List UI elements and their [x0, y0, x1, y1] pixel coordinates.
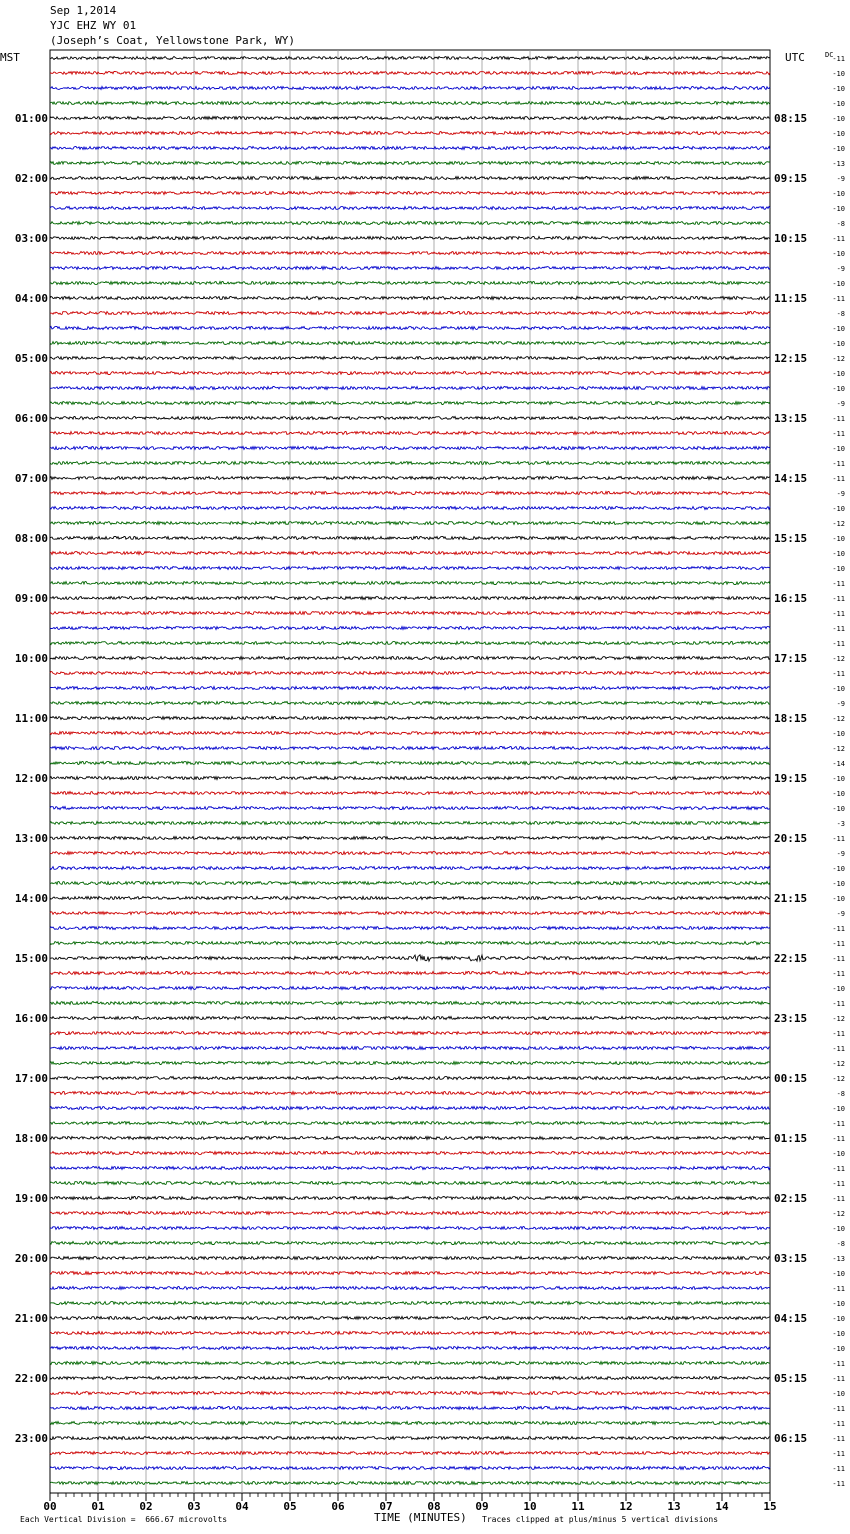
x-tick-label: 02	[139, 1500, 153, 1513]
dc-offset-label: -10	[832, 730, 845, 738]
left-hour-label: 20:00	[14, 1252, 48, 1265]
trace-row	[50, 1092, 770, 1095]
dc-offset-label: -11	[832, 1135, 845, 1143]
dc-offset-label: -9	[836, 490, 845, 498]
dc-offset-label: -10	[832, 280, 845, 288]
right-hour-label: 08:15	[774, 112, 808, 125]
trace-row	[50, 687, 770, 690]
trace-row	[50, 222, 770, 225]
dc-offset-label: -11	[832, 955, 845, 963]
dc-offset-label: -11	[832, 1450, 845, 1458]
dc-offset-label: -11	[832, 430, 845, 438]
dc-offset-label: -11	[832, 1375, 845, 1383]
trace-row	[50, 1032, 770, 1035]
left-hour-label: 07:00	[14, 472, 48, 485]
dc-offset-label: -12	[832, 1210, 845, 1218]
trace-row	[50, 1302, 770, 1305]
left-hour-label: 19:00	[14, 1192, 48, 1205]
dc-offset-label: -10	[832, 1270, 845, 1278]
right-hour-label: 01:15	[774, 1132, 808, 1145]
trace-row	[50, 747, 770, 750]
x-tick-label: 09	[475, 1500, 489, 1513]
dc-offset-label: -10	[832, 1300, 845, 1308]
trace-row	[50, 1212, 770, 1215]
trace-row	[50, 1467, 770, 1470]
right-hour-label: 05:15	[774, 1372, 808, 1385]
dc-offset-label: -11	[832, 835, 845, 843]
left-hour-label: 01:00	[14, 112, 48, 125]
dc-offset-label: -12	[832, 655, 845, 663]
dc-offset-label: -10	[832, 865, 845, 873]
dc-offset-label: -10	[832, 70, 845, 78]
dc-offset-label: -11	[832, 640, 845, 648]
trace-row	[50, 117, 770, 120]
trace-row	[50, 402, 770, 405]
dc-offset-label: -12	[832, 715, 845, 723]
location-title: (Joseph’s Coat, Yellowstone Park, WY)	[50, 34, 296, 47]
trace-row	[50, 837, 770, 840]
left-hour-label: 22:00	[14, 1372, 48, 1385]
dc-offset-label: -13	[832, 1255, 845, 1263]
trace-row	[50, 1182, 770, 1185]
right-hour-label: 20:15	[774, 832, 808, 845]
left-hour-label: 06:00	[14, 412, 48, 425]
x-tick-label: 05	[283, 1500, 297, 1513]
dc-column-label: DC	[825, 51, 834, 59]
trace-row	[50, 1242, 770, 1245]
dc-offset-label: -12	[832, 1060, 845, 1068]
trace-row	[50, 162, 770, 165]
dc-offset-label: -10	[832, 775, 845, 783]
dc-offset-label: -10	[832, 325, 845, 333]
left-hour-label: 12:00	[14, 772, 48, 785]
dc-offset-label: -10	[832, 145, 845, 153]
dc-offset-label: -10	[832, 535, 845, 543]
trace-row	[50, 1347, 770, 1350]
trace-row	[50, 612, 770, 615]
dc-offset-label: -8	[836, 1090, 845, 1098]
dc-offset-label: -12	[832, 745, 845, 753]
trace-row	[50, 102, 770, 105]
dc-offset-label: -12	[832, 355, 845, 363]
dc-offset-label: -11	[832, 625, 845, 633]
x-tick-label: 03	[187, 1500, 201, 1513]
trace-row	[50, 927, 770, 930]
dc-offset-label: -10	[832, 895, 845, 903]
trace-row	[50, 87, 770, 90]
dc-offset-label: -8	[836, 310, 845, 318]
trace-row	[50, 1137, 770, 1140]
dc-offset-label: -9	[836, 175, 845, 183]
x-axis-title: TIME (MINUTES)	[374, 1511, 467, 1524]
dc-offset-label: -10	[832, 115, 845, 123]
right-hour-label: 04:15	[774, 1312, 808, 1325]
dc-offset-label: -11	[832, 940, 845, 948]
left-hour-label: 15:00	[14, 952, 48, 965]
trace-row	[50, 297, 770, 300]
trace-row	[50, 1392, 770, 1395]
trace-row	[50, 822, 770, 825]
trace-row	[50, 882, 770, 885]
trace-row	[50, 1062, 770, 1065]
x-tick-label: 12	[619, 1500, 633, 1513]
trace-row	[50, 312, 770, 315]
left-hour-label: 14:00	[14, 892, 48, 905]
x-tick-label: 10	[523, 1500, 537, 1513]
trace-row	[50, 732, 770, 735]
dc-offset-label: -11	[832, 970, 845, 978]
trace-row	[50, 507, 770, 510]
x-tick-label: 11	[571, 1500, 585, 1513]
trace-row	[50, 1407, 770, 1410]
dc-offset-label: -3	[836, 820, 845, 828]
right-hour-label: 02:15	[774, 1192, 808, 1205]
trace-row	[50, 672, 770, 675]
dc-offset-label: -10	[832, 880, 845, 888]
left-hour-label: 02:00	[14, 172, 48, 185]
dc-offset-label: -11	[832, 610, 845, 618]
right-hour-label: 22:15	[774, 952, 808, 965]
dc-offset-label: -10	[832, 370, 845, 378]
dc-offset-label: -10	[832, 85, 845, 93]
right-hour-label: 12:15	[774, 352, 808, 365]
left-hour-label: 10:00	[14, 652, 48, 665]
trace-row	[50, 1482, 770, 1485]
clip-note: Traces clipped at plus/minus 5 vertical divisions	[482, 1515, 719, 1524]
right-hour-label: 23:15	[774, 1012, 808, 1025]
trace-row	[50, 1452, 770, 1455]
dc-offset-label: -13	[832, 160, 845, 168]
dc-offset-label: -11	[832, 925, 845, 933]
right-hour-label: 13:15	[774, 412, 808, 425]
trace-row	[50, 1287, 770, 1290]
right-hour-label: 11:15	[774, 292, 808, 305]
trace-row	[50, 702, 770, 705]
dc-offset-label: -12	[832, 520, 845, 528]
trace-row	[50, 1107, 770, 1110]
trace-row	[50, 1437, 770, 1440]
dc-offset-label: -10	[832, 190, 845, 198]
trace-row	[50, 177, 770, 180]
date-title: Sep 1,2014	[50, 4, 117, 17]
dc-offset-label: -10	[832, 685, 845, 693]
trace-row	[50, 1002, 770, 1005]
right-hour-label: 00:15	[774, 1072, 808, 1085]
trace-row	[50, 447, 770, 450]
dc-offset-label: -10	[832, 1390, 845, 1398]
trace-row	[50, 1197, 770, 1200]
dc-offset-label: -10	[832, 130, 845, 138]
trace-row	[50, 627, 770, 630]
dc-offset-label: -11	[832, 1465, 845, 1473]
left-hour-label: 16:00	[14, 1012, 48, 1025]
dc-offset-label: -11	[832, 1180, 845, 1188]
trace-row	[50, 955, 770, 961]
right-hour-label: 03:15	[774, 1252, 808, 1265]
right-hour-label: 17:15	[774, 652, 808, 665]
left-timezone-label: MST	[0, 51, 20, 64]
dc-offset-label: -8	[836, 1240, 845, 1248]
dc-offset-label: -12	[832, 1075, 845, 1083]
dc-offset-label: -10	[832, 505, 845, 513]
dc-offset-label: -11	[832, 1030, 845, 1038]
left-hour-label: 17:00	[14, 1072, 48, 1085]
trace-row	[50, 987, 770, 990]
dc-offset-label: -11	[832, 1480, 845, 1488]
trace-row	[50, 1332, 770, 1335]
dc-offset-label: -10	[832, 805, 845, 813]
trace-row	[50, 597, 770, 600]
left-hour-label: 11:00	[14, 712, 48, 725]
x-tick-label: 14	[715, 1500, 729, 1513]
dc-offset-label: -10	[832, 340, 845, 348]
dc-offset-label: -9	[836, 850, 845, 858]
trace-row	[50, 852, 770, 855]
dc-offset-label: -11	[832, 1405, 845, 1413]
trace-row	[50, 237, 770, 240]
dc-offset-label: -9	[836, 700, 845, 708]
left-hour-label: 13:00	[14, 832, 48, 845]
trace-row	[50, 417, 770, 420]
dc-offset-label: -10	[832, 100, 845, 108]
left-hour-label: 03:00	[14, 232, 48, 245]
trace-row	[50, 432, 770, 435]
x-tick-label: 04	[235, 1500, 249, 1513]
trace-row	[50, 567, 770, 570]
trace-row	[50, 57, 770, 60]
x-tick-label: 06	[331, 1500, 345, 1513]
dc-offset-label: -11	[832, 670, 845, 678]
left-hour-label: 05:00	[14, 352, 48, 365]
dc-offset-label: -11	[832, 55, 845, 63]
trace-row	[50, 72, 770, 75]
scale-note: Each Vertical Division = 666.67 microvolts	[20, 1515, 228, 1524]
trace-row	[50, 342, 770, 345]
trace-row	[50, 1362, 770, 1365]
dc-offset-label: -11	[832, 1435, 845, 1443]
trace-row	[50, 192, 770, 195]
trace-row	[50, 492, 770, 495]
dc-offset-label: -10	[832, 565, 845, 573]
trace-row	[50, 1077, 770, 1080]
trace-row	[50, 267, 770, 270]
trace-row	[50, 762, 770, 765]
dc-offset-label: -9	[836, 400, 845, 408]
trace-row	[50, 1047, 770, 1050]
trace-row	[50, 1422, 770, 1425]
right-hour-label: 16:15	[774, 592, 808, 605]
right-hour-label: 10:15	[774, 232, 808, 245]
trace-row	[50, 1272, 770, 1275]
trace-row	[50, 912, 770, 915]
dc-offset-label: -11	[832, 1195, 845, 1203]
dc-offset-label: -10	[832, 1225, 845, 1233]
right-hour-label: 21:15	[774, 892, 808, 905]
trace-row	[50, 477, 770, 480]
dc-offset-label: -10	[832, 790, 845, 798]
trace-row	[50, 282, 770, 285]
station-title: YJC EHZ WY 01	[50, 19, 137, 32]
trace-row	[50, 327, 770, 330]
trace-row	[50, 1122, 770, 1125]
right-timezone-label: UTC	[785, 51, 805, 64]
right-hour-label: 14:15	[774, 472, 808, 485]
dc-offset-label: -10	[832, 205, 845, 213]
trace-row	[50, 807, 770, 810]
trace-row	[50, 132, 770, 135]
dc-offset-label: -11	[832, 460, 845, 468]
trace-row	[50, 1377, 770, 1380]
trace-row	[50, 717, 770, 720]
trace-row	[50, 582, 770, 585]
trace-row	[50, 147, 770, 150]
trace-row	[50, 792, 770, 795]
dc-offset-label: -11	[832, 295, 845, 303]
dc-offset-label: -10	[832, 1105, 845, 1113]
right-hour-label: 09:15	[774, 172, 808, 185]
trace-row	[50, 657, 770, 660]
dc-offset-label: -10	[832, 250, 845, 258]
right-hour-label: 19:15	[774, 772, 808, 785]
dc-offset-label: -11	[832, 415, 845, 423]
dc-offset-label: -11	[832, 1285, 845, 1293]
dc-offset-label: -9	[836, 265, 845, 273]
x-tick-label: 08	[427, 1500, 441, 1513]
dc-offset-label: -9	[836, 910, 845, 918]
left-hour-label: 23:00	[14, 1432, 48, 1445]
dc-offset-label: -10	[832, 445, 845, 453]
x-tick-label: 13	[667, 1500, 681, 1513]
trace-row	[50, 357, 770, 360]
dc-offset-label: -11	[832, 1000, 845, 1008]
dc-offset-label: -11	[832, 1420, 845, 1428]
x-tick-label: 07	[379, 1500, 393, 1513]
trace-row	[50, 462, 770, 465]
trace-row	[50, 387, 770, 390]
left-hour-label: 21:00	[14, 1312, 48, 1325]
right-hour-label: 18:15	[774, 712, 808, 725]
trace-row	[50, 207, 770, 210]
dc-offset-label: -8	[836, 220, 845, 228]
dc-offset-label: -11	[832, 580, 845, 588]
dc-offset-label: -10	[832, 1345, 845, 1353]
trace-row	[50, 1152, 770, 1155]
trace-row	[50, 867, 770, 870]
trace-row	[50, 1227, 770, 1230]
dc-offset-label: -11	[832, 1120, 845, 1128]
trace-row	[50, 372, 770, 375]
trace-row	[50, 1317, 770, 1320]
dc-offset-label: -10	[832, 385, 845, 393]
trace-row	[50, 972, 770, 975]
trace-row	[50, 552, 770, 555]
dc-offset-label: -10	[832, 985, 845, 993]
trace-row	[50, 897, 770, 900]
dc-offset-label: -11	[832, 1045, 845, 1053]
dc-offset-label: -10	[832, 1150, 845, 1158]
right-hour-label: 06:15	[774, 1432, 808, 1445]
trace-row	[50, 642, 770, 645]
x-tick-label: 00	[43, 1500, 57, 1513]
dc-offset-label: -10	[832, 1315, 845, 1323]
trace-row	[50, 252, 770, 255]
trace-row	[50, 522, 770, 525]
trace-row	[50, 1257, 770, 1260]
trace-row	[50, 777, 770, 780]
left-hour-label: 08:00	[14, 532, 48, 545]
trace-row	[50, 942, 770, 945]
left-hour-label: 18:00	[14, 1132, 48, 1145]
left-hour-label: 04:00	[14, 292, 48, 305]
dc-offset-label: -11	[832, 1165, 845, 1173]
dc-offset-label: -11	[832, 1360, 845, 1368]
x-tick-label: 15	[763, 1500, 777, 1513]
dc-offset-label: -10	[832, 550, 845, 558]
trace-row	[50, 1017, 770, 1020]
dc-offset-label: -12	[832, 1015, 845, 1023]
dc-offset-label: -10	[832, 1330, 845, 1338]
dc-offset-label: -11	[832, 475, 845, 483]
right-hour-label: 15:15	[774, 532, 808, 545]
dc-offset-label: -11	[832, 235, 845, 243]
dc-offset-label: -11	[832, 595, 845, 603]
plot-frame	[50, 50, 770, 1493]
trace-row	[50, 1167, 770, 1170]
x-tick-label: 01	[91, 1500, 105, 1513]
left-hour-label: 09:00	[14, 592, 48, 605]
trace-row	[50, 537, 770, 540]
dc-offset-label: -14	[832, 760, 845, 768]
